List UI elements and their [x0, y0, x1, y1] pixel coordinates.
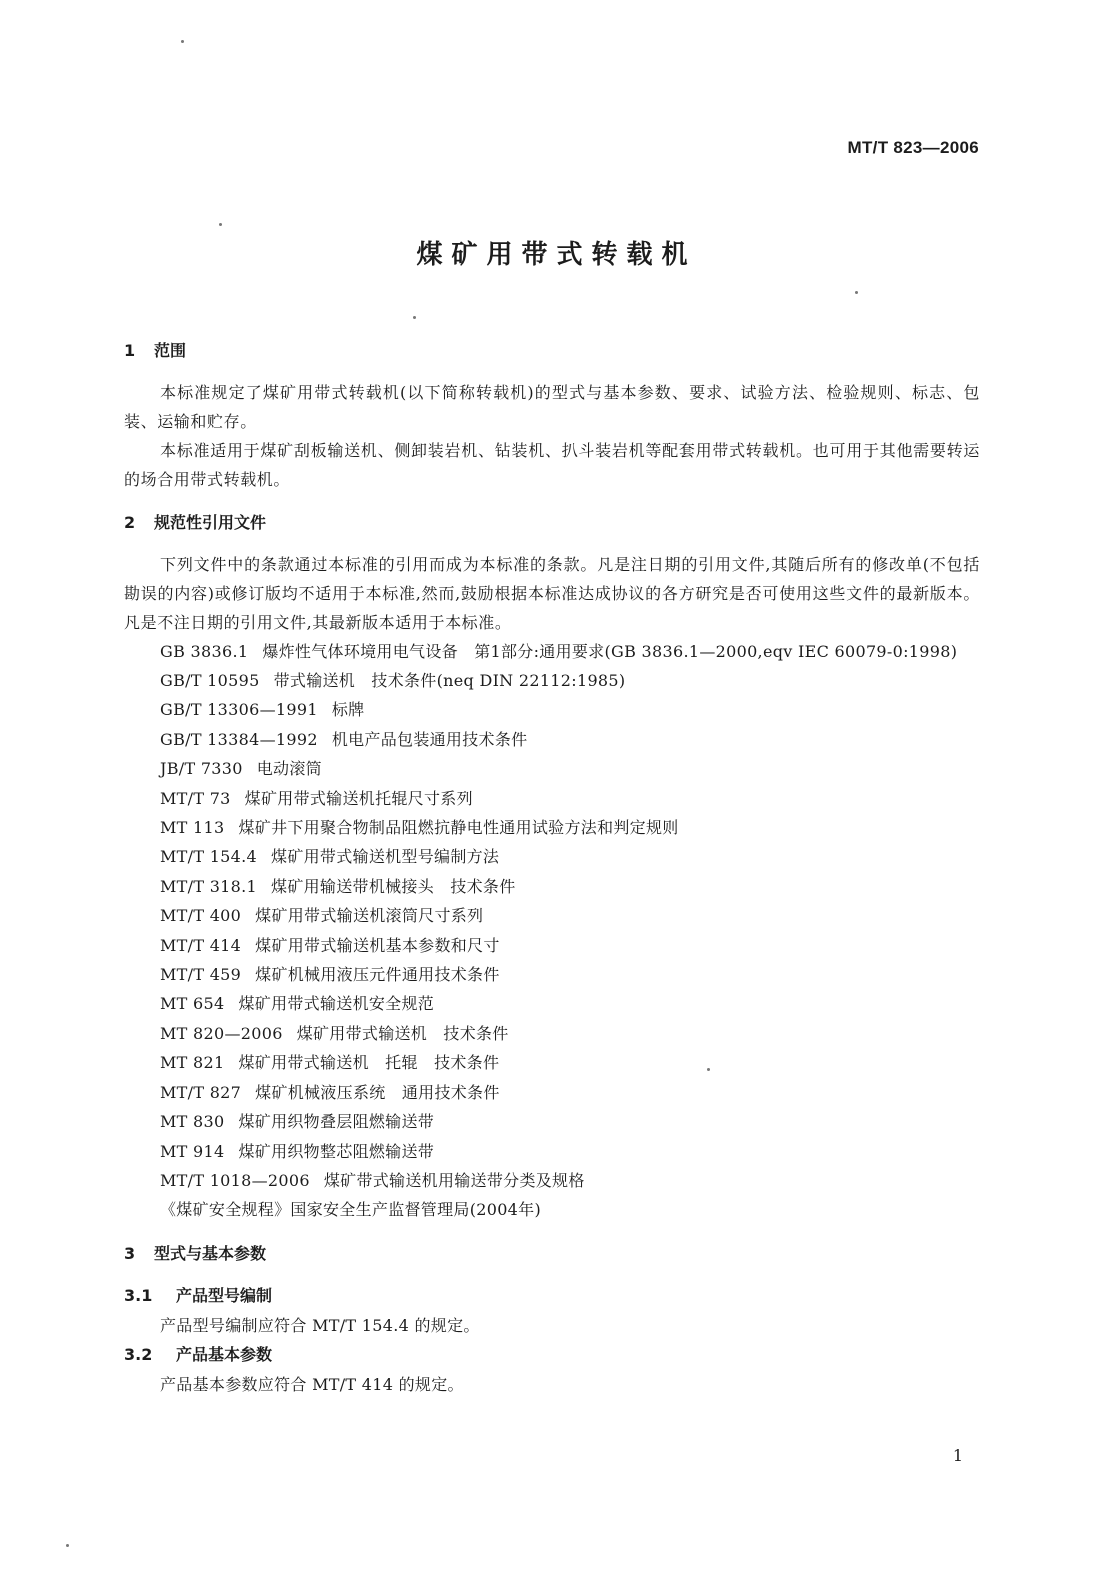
reference-code: JB/T 7330	[160, 759, 243, 779]
reference-title: 爆炸性气体环境用电气设备 第1部分:通用要求(GB 3836.1—2000,eqv IEC 60079-0:1998)	[262, 642, 958, 661]
reference-item: 《煤矿安全规程》国家安全生产监督管理局(2004年)	[160, 1200, 542, 1220]
subsection-heading	[124, 1340, 980, 1370]
reference-code: GB/T 10595	[160, 671, 260, 690]
reference-item	[124, 872, 980, 901]
section-heading	[124, 1239, 980, 1269]
scan-speck	[66, 1544, 69, 1547]
reference-code: MT/T 827	[160, 1082, 242, 1102]
reference-item	[124, 725, 980, 754]
reference-title: 煤矿用带式输送机滚筒尺寸系列	[255, 906, 484, 926]
section-title: 规范性引用文件	[154, 513, 267, 532]
reference-item	[124, 813, 980, 842]
reference-title: 机电产品包装通用技术条件	[331, 729, 528, 749]
paragraph: 下列文件中的条款通过本标准的引用而成为本标准的条款。凡是注日期的引用文件,其随后所有的修改单(不包括勘误的内容)或修订版均不适用于本标准,然而,鼓励根据本标准达成协议的各方研究是否可使用这些文件的最新版本。凡是不注日期的引用文件,其最新版本适用于本标准。	[124, 555, 980, 632]
reference-title: 煤矿用带式输送机安全规范	[238, 994, 435, 1014]
reference-code: GB 3836.1	[160, 642, 249, 661]
subsection-text: 产品型号编制应符合 MT/T 154.4 的规定。	[160, 1315, 480, 1335]
reference-item	[124, 931, 980, 960]
reference-item	[124, 754, 980, 783]
reference-title: 煤矿用带式输送机基本参数和尺寸	[255, 935, 500, 955]
reference-item	[124, 842, 980, 871]
reference-title: 煤矿用带式输送机托辊尺寸系列	[244, 788, 473, 808]
reference-code: GB/T 13384—1992	[160, 729, 318, 749]
reference-code: MT 830	[160, 1112, 225, 1132]
subsection-number: 3.2	[124, 1344, 153, 1364]
reference-title: 煤矿用带式输送机 技术条件	[296, 1023, 509, 1043]
subsection-heading	[124, 1281, 980, 1311]
reference-item	[124, 637, 980, 666]
reference-code: MT 821	[160, 1053, 225, 1073]
subsection-title: 产品基本参数	[176, 1344, 273, 1364]
document-body	[124, 336, 980, 1399]
reference-code: MT 914	[160, 1141, 225, 1161]
scan-speck	[707, 1068, 710, 1071]
reference-code: MT/T 154.4	[160, 847, 258, 867]
section-heading	[124, 508, 980, 538]
section-number: 3	[124, 1243, 136, 1263]
reference-code: MT/T 400	[160, 906, 242, 926]
reference-item	[124, 1048, 980, 1077]
reference-item	[124, 1078, 980, 1107]
section-heading	[124, 336, 980, 366]
section-number: 2	[124, 513, 136, 532]
reference-title: 煤矿带式输送机用输送带分类及规格	[323, 1170, 585, 1190]
scan-speck	[855, 291, 858, 294]
reference-code: MT/T 414	[160, 935, 242, 955]
reference-title: 煤矿机械用液压元件通用技术条件	[255, 965, 500, 985]
reference-item	[124, 1019, 980, 1048]
reference-title: 电动滚筒	[256, 759, 322, 779]
reference-code: MT 113	[160, 818, 225, 838]
reference-item	[124, 1166, 980, 1195]
reference-code: GB/T 13306—1991	[160, 700, 318, 720]
reference-title: 煤矿用织物整芯阻燃输送带	[238, 1141, 435, 1161]
reference-title: 煤矿用带式输送机 托辊 技术条件	[238, 1053, 500, 1073]
paragraph: 本标准规定了煤矿用带式转载机(以下简称转载机)的型式与基本参数、要求、试验方法、检验规则、标志、包装、运输和贮存。	[124, 383, 980, 431]
section-title: 范围	[154, 341, 187, 360]
reference-code: MT 654	[160, 994, 225, 1014]
reference-item	[124, 901, 980, 930]
reference-title: 煤矿用输送带机械接头 技术条件	[271, 876, 516, 896]
reference-title: 煤矿用织物叠层阻燃输送带	[238, 1112, 435, 1132]
reference-item	[124, 960, 980, 989]
section-title: 型式与基本参数	[154, 1243, 267, 1263]
document-title: 煤矿用带式转载机	[416, 240, 697, 270]
reference-code: MT/T 73	[160, 788, 231, 808]
scan-speck	[181, 40, 184, 43]
reference-title: 煤矿用带式输送机型号编制方法	[271, 847, 500, 867]
reference-item	[124, 666, 980, 695]
reference-item	[124, 695, 980, 724]
reference-item	[124, 989, 980, 1018]
scan-speck	[413, 316, 416, 319]
paragraph: 本标准适用于煤矿刮板输送机、侧卸装岩机、钻装机、扒斗装岩机等配套用带式转载机。也可用于其他需要转运的场合用带式转载机。	[124, 441, 980, 489]
reference-code: MT/T 318.1	[160, 876, 258, 896]
reference-item	[124, 1137, 980, 1166]
reference-item	[124, 784, 980, 813]
reference-title: 煤矿井下用聚合物制品阻燃抗静电性通用试验方法和判定规则	[238, 818, 679, 838]
subsection-number: 3.1	[124, 1285, 153, 1305]
standard-code: MT/T 823—2006	[847, 138, 979, 157]
reference-code: MT 820—2006	[160, 1023, 283, 1043]
scan-speck	[219, 223, 222, 226]
subsection-title: 产品型号编制	[176, 1285, 273, 1305]
page-number: 1	[952, 1446, 963, 1465]
reference-title: 带式输送机 技术条件(neq DIN 22112:1985)	[273, 671, 626, 690]
subsection-text: 产品基本参数应符合 MT/T 414 的规定。	[160, 1374, 464, 1394]
section-number: 1	[124, 341, 136, 360]
reference-title: 煤矿机械液压系统 通用技术条件	[255, 1082, 500, 1102]
reference-code: MT/T 459	[160, 965, 242, 985]
reference-title: 标牌	[331, 700, 365, 720]
reference-code: MT/T 1018—2006	[160, 1170, 310, 1190]
reference-item	[124, 1107, 980, 1136]
